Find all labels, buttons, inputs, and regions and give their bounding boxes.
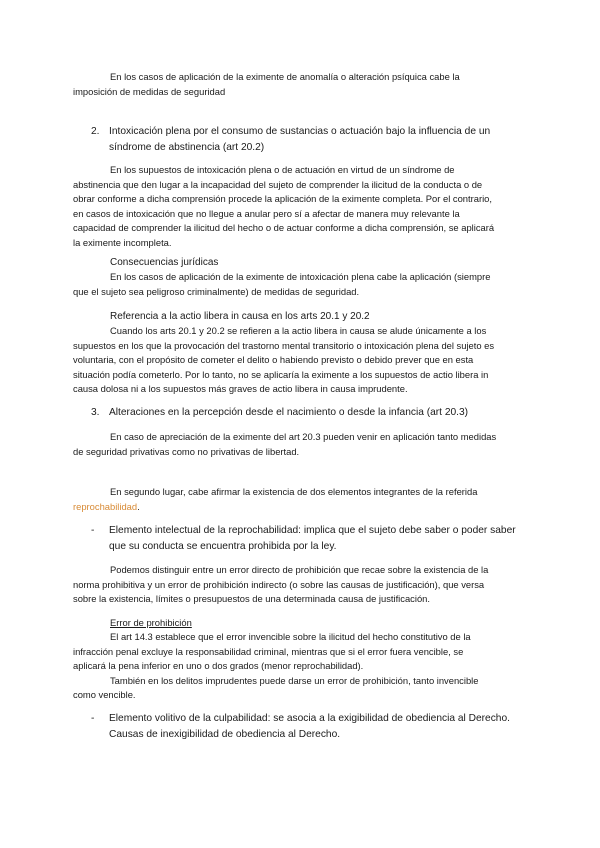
bullet-dash: - [91,713,95,724]
text-line: causa dolosa ni a los supuestos más graves de actio libera in causa imprudente. [73,383,408,394]
bullet-dash: - [91,525,95,536]
paragraph-anomalia [73,70,527,99]
punctuation: . [137,500,140,512]
paragraph-intoxicacion [73,163,527,250]
text-line: norma prohibitiva y un error de prohibición indirecto (o sobre las causas de justificación), que versa [73,578,485,590]
text-line: En los casos de aplicación de la eximente de intoxicación plena cabe la aplicación (siempre [110,271,491,282]
text-line [73,500,527,515]
text-line: El art 14.3 establece que el error invencible sobre la ilicitud del hecho constitutivo de la [110,631,471,642]
text-line: abstinencia que den lugar a la incapacidad del sujeto de comprender la ilicitud de la conducta o de [73,178,483,190]
text-line: imposición de medidas de seguridad [73,85,226,97]
text-line: supuestos en los que la provocación del trastorno mental transitorio o intoxicación plena del sujeto es [73,339,495,351]
text-line: infracción penal excluye la responsabilidad criminal, mientras que si el error fuera vencible, se [73,645,464,657]
heading-alteraciones: Alteraciones en la percepción desde el nacimiento o desde la infancia (art 20.3) [109,407,469,418]
paragraph-error-prohibicion [73,630,527,703]
paragraph-alteraciones [73,430,527,459]
paragraph-error-directo [73,563,527,607]
paragraph-segundo-lugar [73,485,527,514]
text-line: en casos de intoxicación que no llegue a anular pero sí a afectar de manera muy relevante la [73,207,460,219]
bullet-line: Causas de inexigibilidad de obediencia al Derecho. [109,729,341,740]
text-line: Podemos distinguir entre un error directo de prohibición que recae sobre la existencia de la [110,564,489,575]
text-line: capacidad de comprender la ilicitud del hecho o de actuar conforme a dicha comprensión, se aplicará [73,222,495,233]
text-line: obrar conforme a dicha comprensión procede la aplicación de la eximente completa. Por el contrario, [73,193,492,204]
reprochabilidad-link[interactable]: reprochabilidad [73,500,138,512]
text-line: como vencible. [73,689,136,700]
text-line: voluntaria, con el propósito de cometer el delito o habiendo previsto o debido prever que en esta [73,354,474,365]
bullet-line: Elemento intelectual de la reprochabilidad: implica que el sujeto debe saber o poder saber [109,525,516,536]
bullet-elemento-intelectual [109,523,529,555]
text-line: En los casos de aplicación de la eximente de anomalía o alteración psíquica cabe la [110,71,460,82]
paragraph-consecuencias [73,270,527,299]
bullet-line: que su conducta se encuentra prohibida por la ley. [109,541,337,552]
text-line: que el sujeto sea peligroso criminalmente) de medidas de seguridad. [73,285,360,297]
paragraph-actio-libera [73,324,527,397]
text-line: situación podía cometerlo. Por lo tanto, no se aplicaría la eximente a los supuestos de actio libera in [73,368,489,380]
heading-line: Intoxicación plena por el consumo de sustancias o actuación bajo la influencia de un [109,126,491,137]
text-line: la eximente incompleta. [73,236,172,248]
subheading-error-prohibicion: Error de prohibición [110,617,192,628]
heading-line: síndrome de abstinencia (art 20.2) [109,142,265,153]
text-line: de seguridad privativas como no privativas de libertad. [73,445,300,457]
text-line: En los supuestos de intoxicación plena o de actuación en virtud de un síndrome de [110,164,455,175]
subheading-consecuencias: Consecuencias jurídicas [110,257,219,268]
text-line: sobre la existencia, límites o presupuestos de una determinada causa de justificación. [73,593,430,604]
list-number: 2. [91,126,100,137]
text-line: También en los delitos imprudentes puede darse un error de prohibición, tanto invencible [110,674,479,686]
text-line: aplicará la pena inferior en uno o dos grados (menor reprochabilidad). [73,660,364,671]
text-line: Cuando los arts 20.1 y 20.2 se refieren a la actio libera in causa se alude únicamente a los [110,325,487,336]
heading-intoxicacion [109,124,539,156]
list-number: 3. [91,407,100,418]
text-line: En segundo lugar, cabe afirmar la existencia de dos elementos integrantes de la referida [110,486,478,497]
bullet-line: Elemento volitivo de la culpabilidad: se asocia a la exigibilidad de obediencia al Derecho. [109,713,510,724]
text-line: En caso de apreciación de la eximente del art 20.3 pueden venir en aplicación tanto medidas [110,431,497,442]
subheading-actio-libera: Referencia a la actio libera in causa en los arts 20.1 y 20.2 [110,311,370,322]
bullet-elemento-volitivo [109,711,529,743]
